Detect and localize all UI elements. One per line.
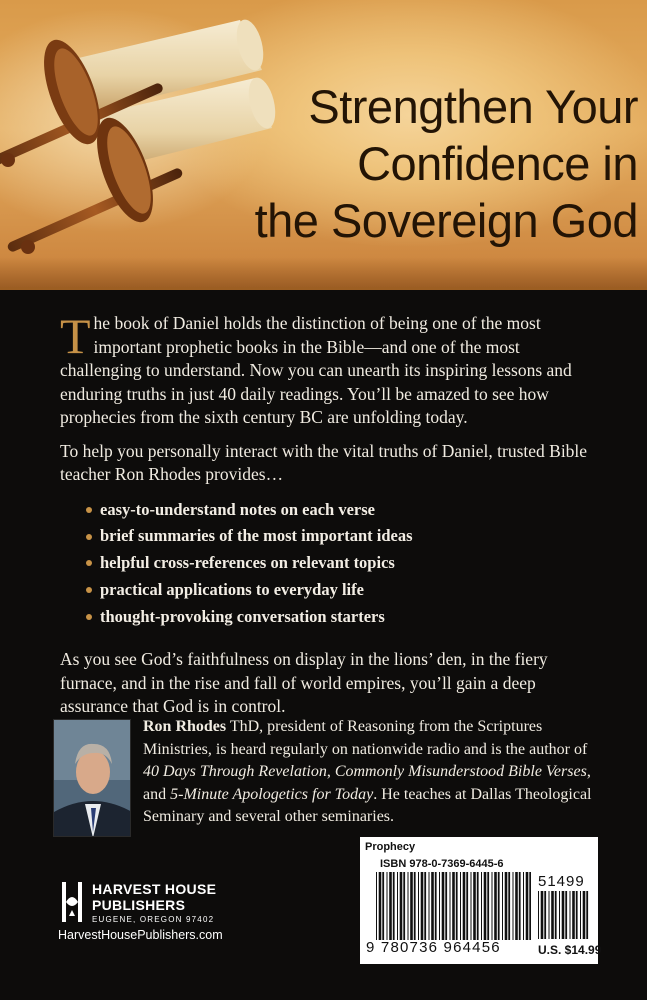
price-code: 51499 xyxy=(538,873,585,890)
description-copy xyxy=(60,308,600,729)
barcode-bar xyxy=(389,872,392,940)
barcode-bar xyxy=(494,872,497,940)
barcode-bar xyxy=(400,872,403,940)
barcode-bar xyxy=(414,872,416,940)
barcode-bar xyxy=(538,891,539,939)
bullet-icon xyxy=(86,560,92,566)
barcode-bar xyxy=(439,872,440,940)
feature-list-item xyxy=(86,577,600,604)
feature-text: thought-provoking conversation starters xyxy=(100,606,385,626)
isbn-barcode xyxy=(376,872,531,940)
barcode-bar xyxy=(551,891,554,939)
barcode-bar xyxy=(429,872,430,940)
barcode-bar xyxy=(562,891,565,939)
publisher-name: HARVEST HOUSE xyxy=(92,881,217,897)
isbn-digits: 9 780736 964456 xyxy=(366,939,501,956)
barcode-bar xyxy=(508,872,510,940)
feature-list xyxy=(86,497,600,631)
barcode-bar xyxy=(526,872,529,940)
book-title: 40 Days Through Revelation xyxy=(143,763,327,780)
barcode-bar xyxy=(397,872,398,940)
author-bio-text: ThD, president of Reasoning from the Scriptures Ministries, is heard regularly on nationwide radio and is the author of xyxy=(143,718,588,758)
barcode-bar xyxy=(570,891,571,939)
header-divider xyxy=(0,287,647,290)
headline-line: the Sovereign God xyxy=(254,194,638,247)
barcode-bar xyxy=(387,872,388,940)
barcode-bar xyxy=(477,872,479,940)
isbn-label: ISBN 978-0-7369-6445-6 xyxy=(380,858,504,870)
barcode-bar xyxy=(460,872,461,940)
intro-text: he book of Daniel holds the distinction of being one of the most important prophetic books in the Bible—and one of the most challenging to understand. Now you can unearth its inspiring lessons and enduring truths in just 40 daily readings. You’ll be amazed to see how prophecies from the sixth century BC are unfolding today. xyxy=(60,313,572,427)
barcode-bar xyxy=(529,872,531,940)
barcode-bar xyxy=(498,872,500,940)
barcode-bar xyxy=(463,872,466,940)
barcode-bar xyxy=(559,891,560,939)
barcode-bar xyxy=(408,872,409,940)
price-barcode xyxy=(538,891,590,939)
barcode-bar xyxy=(515,872,518,940)
barcode-bar xyxy=(505,872,508,940)
shelving-category: Prophecy xyxy=(365,841,416,853)
barcode-bar xyxy=(376,872,377,940)
barcode-bar xyxy=(492,872,493,940)
barcode-bar xyxy=(473,872,476,940)
barcode-bar xyxy=(576,891,578,939)
feature-text: easy-to-understand notes on each verse xyxy=(100,499,375,519)
barcode-bar xyxy=(583,891,586,939)
lead-in-paragraph: To help you personally interact with the vital truths of Daniel, trusted Bible teacher Ron Rhodes provides… xyxy=(60,440,588,484)
barcode-bar xyxy=(442,872,445,940)
barcode-bar xyxy=(424,872,426,940)
barcode-bar xyxy=(382,872,384,940)
barcode-bar xyxy=(410,872,413,940)
harvest-house-logo-icon xyxy=(60,880,84,924)
barcode-bar xyxy=(431,872,434,940)
author-name: Ron Rhodes xyxy=(143,718,227,735)
barcode-bar xyxy=(580,891,581,939)
feature-text: practical applications to everyday life xyxy=(100,579,364,599)
separator-text: , xyxy=(326,763,335,780)
bullet-icon xyxy=(86,614,92,620)
cover-headline xyxy=(188,78,638,249)
barcode-bar xyxy=(445,872,447,940)
feature-list-item xyxy=(86,523,600,550)
bullet-icon xyxy=(86,587,92,593)
intro-paragraph xyxy=(60,308,600,430)
barcode-bar xyxy=(555,891,557,939)
barcode-bar xyxy=(450,872,451,940)
feature-text: brief summaries of the most important ideas xyxy=(100,526,413,546)
barcode-bar xyxy=(471,872,472,940)
author-portrait-image xyxy=(54,720,131,837)
barcode-panel xyxy=(360,837,602,964)
barcode-bar xyxy=(481,872,482,940)
barcode-bar xyxy=(572,891,575,939)
barcode-bar xyxy=(421,872,424,940)
barcode-bar xyxy=(403,872,405,940)
author-bio-text: . He teaches at Dallas Theological Seminary and several other seminaries. xyxy=(143,785,592,825)
price-label: U.S. $14.99 xyxy=(538,943,602,957)
headline-line: Strengthen Your xyxy=(308,80,638,133)
barcode-bar xyxy=(484,872,487,940)
drop-cap: T xyxy=(60,308,91,364)
author-bio xyxy=(143,716,603,829)
barcode-bar xyxy=(541,891,544,939)
feature-list-item xyxy=(86,550,600,577)
barcode-bar xyxy=(456,872,458,940)
publisher-url: HarvestHousePublishers.com xyxy=(58,928,223,942)
barcode-bar xyxy=(418,872,419,940)
separator-text: , and xyxy=(143,763,591,803)
barcode-bar xyxy=(523,872,524,940)
barcode-bar xyxy=(565,891,567,939)
barcode-bar xyxy=(393,872,395,940)
barcode-bar xyxy=(502,872,503,940)
barcode-bar xyxy=(466,872,468,940)
bullet-icon xyxy=(86,507,92,513)
publisher-location: EUGENE, OREGON 97402 xyxy=(92,915,215,924)
barcode-bar xyxy=(452,872,455,940)
headline-line: Confidence in xyxy=(357,137,638,190)
barcode-bar xyxy=(435,872,437,940)
barcode-bar xyxy=(549,891,550,939)
feature-list-item xyxy=(86,497,600,524)
book-title: Commonly Misunderstood Bible Verses xyxy=(334,763,587,780)
barcode-bar xyxy=(379,872,382,940)
header-band xyxy=(0,0,647,287)
closing-paragraph: As you see God’s faithfulness on display in the lions’ den, in the fiery furnace, and in the rise and fall of world empires, you’ll gain a deep assurance that God is in control. xyxy=(60,649,548,717)
barcode-bar xyxy=(513,872,514,940)
feature-text: helpful cross-references on relevant topics xyxy=(100,553,395,573)
author-photo xyxy=(53,719,131,837)
barcode-bar xyxy=(487,872,489,940)
barcode-bar xyxy=(519,872,521,940)
barcode-bar xyxy=(586,891,588,939)
bullet-icon xyxy=(86,534,92,540)
publisher-name: PUBLISHERS xyxy=(92,897,186,913)
book-title: 5-Minute Apologetics for Today xyxy=(170,785,374,803)
barcode-bar xyxy=(544,891,546,939)
feature-list-item xyxy=(86,604,600,631)
publisher-block xyxy=(58,877,298,947)
